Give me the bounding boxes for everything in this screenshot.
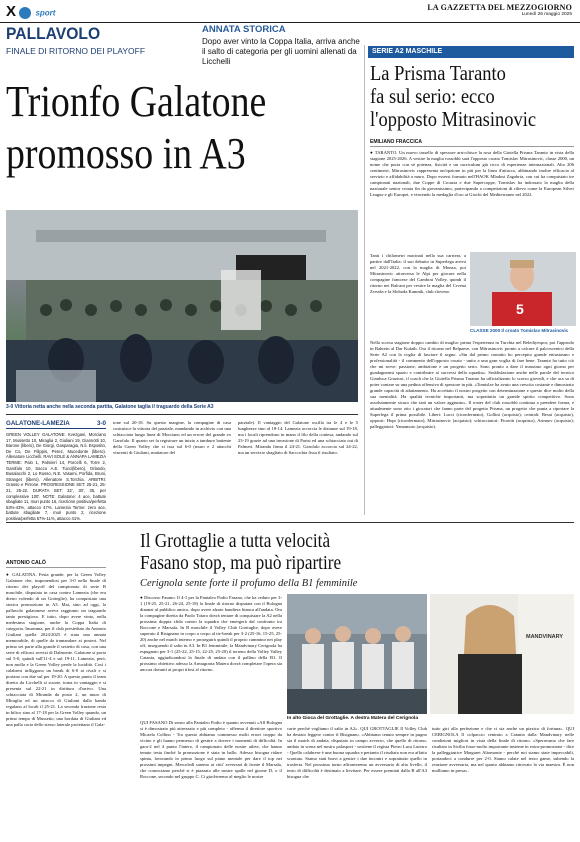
score-box-body: GREEN VOLLEY GALATONE: Kvezgani, Morciano 17, Mussetto 10, Miraglia 2, Giuliani 19, Giannotti 10, Barone (libero), De Giorgi, Gasparagia, N.li. Esposito, De Co, De Filippis, Perez, Mucedonte (libero). Allenatore Licchelli. RAVI SOLE & ANNAPA LAMEZIA TERME: Palo 1, Palmieri 14, Porcelli 6, Torre 2, Garofalo 10, Sacco A.E. Tucci(libero), Orlando, Busalacchi 2, Lo Russo, N.E. Vasami, Porfida, Bruni, Stranget (libero). Allenatore S.Torchia. ARBITRI: Grasso e Pirrone. PROGRESSIONE SET: 25-21, 25-21, 25-22. DURATA SET: 32', 30', 35, per complessive 100'. NOTE: Galatone: 4 ace, battute sbagliate 11, muri punto 16, ricezione positiva/perfetta 53%-43%, attacco 47%. Lamezia Terme: zero ace, battute sbagliate 7, muri punto 2, ricezione positiva/perfetta 57%-11%, attacco 41%. xyxy=(6,432,107,521)
bottom-col1: ● Discorso Fasano. Il 4-1 per la Pantaleo Podio Fasano, che ha ceduto per 3-1 (19-25, 25-21, 26-24, 25-18) la finale di ritorno disputata con il Bologna dinanzi al pubblico amico, dopo avere alzato bandiera bianca all'andata. Ora la compagine diretta da Paolo Totaro dovrà tentare di conquistare la A2 nella prossima doppia sfida contro la squadra che emergerà dal confronto tra Roccone e Marsala. In B maschile il Volley Club Grottaglie, dopo avere superato il Bisignano in corpo a corpo al tie-break per 3-2 (25-16, 15-25, 25-20) anche nel match interno e proseguirà quindi il proprio cammino nei play off, inseguendo il salto in A3. In B1 femminile, la Mandvinary Cerignola ha espugnato per 3-1 (25-22, 25-15, 22-25, 25-20) il terreno della Volley Valley Catania, aggiudicandosi la finale di andata con il pallino della B1. Il prossimo obiettivo adesso la Armagraria Matera dovrà completare l'opera sia ancora davanti ai propri tifosi al ritorno. xyxy=(140,595,282,672)
masthead xyxy=(0,0,580,23)
article-col2: tone sul 20-18. Su questo margine, la compagine di casa costruisce la vittoria del parziale, mandando in archivio con una schiacciata lungo linea di Morciano ed un errore del grande ex Garofalo. Il quarto set fa registrare un inizio a tamburo battente della Green Volley che si issa sul 6-0 (muro e 2 attacchi vincenti di Giuliani, mattatore del xyxy=(113,420,231,455)
article-col1: ● GALATINA. Festa grande, per la Green Volley Galatone che, imponendosi per 3-0 nella finale di ritorno dei playoff del campionato di serie B maschile, disputata in casa contro Lamezia (che era dietro volendo di un Gotteglie), ha conquistato una storica promozione in A3. Mai, sino ad oggi, la pallavolo galatonese aveva raggiunto un traguardo tanto prestigioso. E tutto, dopo avere vinto, nella medesima stagione, anche la Coppa Italia di categoria. Insomma, per il club presieduto da Antonio Giuliani quella 2024/2025 è stata una annata memorabile, di quelle da tramandare ai posteri. Nel primo set parte alla grande il sestetto di casa, con una serie di efficaci servizi di Dalmonte. Galatone si porta sul 5-0, quindi sull'11-4 e sul 19-11. Lamezia, però, non molla e la Green Volley perde la lucidità. Così i calabresi infliggono un break di 6-0 ai rivali e si portano con due sul per 19-20. A questo punto il team diretto da Licchelli si scuote, torna in vantaggio e si presenta sul 22-21 in dirittura d'arrivo. Una schiacciata di Miranda da posto 2, un muro di Miraglia ed un attacco di Giuliani dalla banda regalano al locali il 25-21. La seconda frazione resta in bilico sino al 17-18 per la Green Volley quando, un primo tempo di Mussetto, una bordata di Giuliani ed una palla corta dello stesso laterale proiettano il Gala- xyxy=(6,572,106,727)
grottaglie-photo xyxy=(287,594,427,714)
cerignola-photo xyxy=(430,594,574,714)
gazette-title: LA GAZZETTA DEL MEZZOGIORNO xyxy=(427,3,572,12)
bottom-subhead: Cerignola sente forte il profumo della B1 femminile xyxy=(140,578,358,589)
bottom-col3: tutto giri alla perfezione e che ci sia anche un pizzico di fortuna». QUI CERIGNOLA Il colpaccio centrato a Catania dalla Mandvinary nelle condizioni migliori in vista della finale di ritorno. «Speravamo che fare risultato in Sicilia fosse molto importante insieme in extra-promozione - dice la palleggiatrice Margaret Altomonte - perché noi siamo state impeccabili, portandoci a condurre per 2-0. Siamo calate nel terzo game, subendo la reazione avversaria, ma nel quarto abbiamo ritrovato la via maestra. È non molliamo in presa». xyxy=(432,726,574,773)
divider xyxy=(6,414,358,415)
score-box xyxy=(6,420,106,522)
player-caption: CLASSE 2000 Il croato Tomislav Mitrasinovic xyxy=(470,328,569,333)
right-headline: La Prisma Taranto fa sul serio: ecco l'opposto Mitrasinovic xyxy=(370,61,537,131)
issue-date: Lunedì 26 maggio 2025 xyxy=(521,12,572,17)
celebration-illustration xyxy=(6,210,358,402)
subsection-label: FINALE DI RITORNO DEI PLAYOFF xyxy=(6,46,146,56)
kicker: ANNATA STORICA xyxy=(202,24,286,35)
article-col3: parziale). Il vantaggio del Galatone oscilla tra le 4 e le 5 lunghezze sino al 18-14. Lamezia accorcia le distanze sul 19-18, ma i locali riprendono in mano il filo della contesa, andando sul 23-19 grazie ad una invasione di Parisi ed una schiacciata out di Palmeri. Miranda firma il 24-21. Garofalo accorcia sul 24-22, ma un servizio sbagliato di Saccochia fissa il risultato. xyxy=(238,420,358,455)
cerignola-illustration xyxy=(430,594,574,714)
bottom-col2: carte perché vogliamo il salto in A2». QUI GROTTAGLIE Il Volley Club ha destato leggere contro il Bisignano. «Abbiamo tenuto sempre in pugno sia il match di andata, disputato in campo avverso, che quello di ritorno, andato in scena nel nostro palasport - sostiene il regista Pietro Luca Luterro - Quello calabrese è una buona squadra e pertanto il risultato non era affatto scontato. Siamo stati bravi a gestire i due incontri e soprattutto quello in trasferta. Nel prossimo turno affronteremo un avversario di alto livello, il testo di difficoltà è destinato a lievitare. Per essere premiati dalla B all'A3 bisogna che xyxy=(287,726,427,779)
photo-caption: 3-0 Vittoria netta anche nella seconda partita, Galatone taglia il traguardo della Serie A3 xyxy=(6,404,214,410)
banner-text: MANDVINARY xyxy=(526,634,564,640)
grottaglie-illustration xyxy=(287,594,427,714)
right-byline-rule xyxy=(370,146,574,147)
right-byline: EMILIANO FRACCICA xyxy=(370,139,422,145)
ball-icon xyxy=(19,7,31,19)
sport-logo: sport xyxy=(19,4,55,22)
bottom-divider xyxy=(6,522,574,523)
score-box-score: 3-0 xyxy=(97,420,106,427)
team-photo xyxy=(6,210,358,402)
byline-rule xyxy=(6,567,106,568)
right-col-full: Nella scorsa stagione doppio cambio di maglia: prima l'esperienza in Turchia nel Belediyespor, poi l'approdo in Bahrein al Dar Kulaib. Ora il ritorno nel Belpaese, con Mitrasinovic pronto a calcare il palcoscenico della Serie A2 con la voglia di lasciare il segno. «Sin dal primo contatto ho percepito grande entusiasmo e professionalità - il commento dell'opposto croato - unito a una gran voglia di fare bene. Taranto ha tutto ciò che mi serve: passione, ambizione e un progetto serio. Sono pronto a dare il massimo ogni giorno per guadagnarmi spazio e contribuire ai successi della squadra». Soddisfazione anche nelle parole del tecnico Gianluca Graziosi, il coach che la Gioiella Prisma Taranto ha ufficializzato lo scorso giovedì, e che ora sa di poter contare su una pedina offensiva di spessore in più. «Tomislav ha avuto una crescita costante e dimostrato grande capacità di adattamento. Ha accettato il nostro progetto con determinazione e questo dice molto della sua mentalità. Ha qualità tecniche importanti, ma soprattutto un grande spirito competitivo. Sono assolutamente sicuro che sarà un valore aggiunto». Il roster del club rossoblù continua a prendere forma, e attualmente sono otto i giocatori che fanno parte del progetto Prisma, un progetto che punta a riportare la Superlega il prima possibile. Liberi: Lucci (riconfermato), Gollini (acquisto); centrali: Besai (acquisto), opposti: Hopt (riconfermato), Mitrasinovic (acquisto); schiacciatori: Fiorotti (acquisto), Arinnov (acquisto); palleggiatori: Yamamoto (acquisto). xyxy=(370,340,574,429)
byline: ANTONIO CALÒ xyxy=(6,560,46,566)
summary: Dopo aver vinto la Coppa Italia, arriva anche il salto di categoria per gli uomini allenati da Licchelli xyxy=(202,37,360,66)
bottom-col1b: QUI FASANO Di senso alla Pantaleo Podio è quanto avvenuti «All Bologna si è dimostrato più attrezzato e più completo - afferma il direttore sportivo Micaela Collino - Tra questo abbiamo commesso molti errori troppo da vicino e gli hanno permesso di gestire a dovere i momenti di difficoltà. In gara-2 nel 4 punto l'intero, il campionato delle nostre atlete, che hanno tenuto testa finché la promozione è stata in ballo. Adesso bisogna ridare spinta, lavorando in primo luogo sul piano mentale per dare il top nei prossimi impegni. Mercoledì saremo ai citti' avversari di fronte il Marsala, che conosciamo perché si è piazzato alle nostre spalle nel girone D, o il Roccone, secondo nel gruppo C. Ci giocheremo al meglio le nostre xyxy=(140,720,282,779)
headline: Trionfo Galatone promosso in A3 xyxy=(6,77,267,178)
right-col-left: Tanti i chilometri macinati nella sua carriera, a partire dall'Italia: il suo debutto in Superlega arriva nel 2021-2022, con la maglia di Monza, poi Mitrasinovic attraversa le Alpi per giocare nella compagine francese del Cambrai Volley, quindi il ritorno nei Balcani per vestire la maglia del Crvena Zvezda e la Sloboda Kamnik, club sloveno. xyxy=(370,253,466,294)
svg-text:5: 5 xyxy=(516,301,524,317)
player-illustration xyxy=(470,252,576,326)
bottom-headline: Il Grottaglie a tutta velocità Fasano stop, ma può ripartire xyxy=(140,530,342,574)
player-photo xyxy=(470,252,576,326)
x-logo: X xyxy=(6,3,17,20)
right-section-label: SERIE A2 MASCHILE xyxy=(368,46,574,58)
right-lead: ● TARANTO. Un nuovo tassello di spessore arricchisce la rosa della Gioiella Prisma Taranto in vista della stagione 2025-2026. A vestire la maglia rossoblù sarà l'opposto croato Tomislav Mitrasinovic, classe 2000, un nome che porta con sé potenza, fisicità e un curriculum già ricco di esperienze internazionali. Alto 206 centimetri, Mitrasinovic rappresenta un'opzione in più per la linea d'attacco, abbinando inoltre efficacia al servizio e affidabilità a muro. Dopo essersi formato nell'HAOK Mladost Zagabria, con cui ha conquistato tre campionati nazionali, due Coppe di Croazia e due Supercoppe, Tomislav ha indossato la maglia della nazionale senior croata fin da giovanissimo, partecipando a competizioni di rilievo come la European Silver League e gli Europei, e vincendo la medaglia d'oro ai Giochi del Mediterraneo nel 2022. xyxy=(370,150,574,197)
column-rule xyxy=(364,45,365,515)
section-label: PALLAVOLO xyxy=(6,24,101,43)
bottom-photo-caption: In alto Gioca del Grottaglie. A destra Matera del Cerignola xyxy=(287,716,419,721)
score-box-title: GALATONE-LAMEZIA xyxy=(6,420,70,427)
